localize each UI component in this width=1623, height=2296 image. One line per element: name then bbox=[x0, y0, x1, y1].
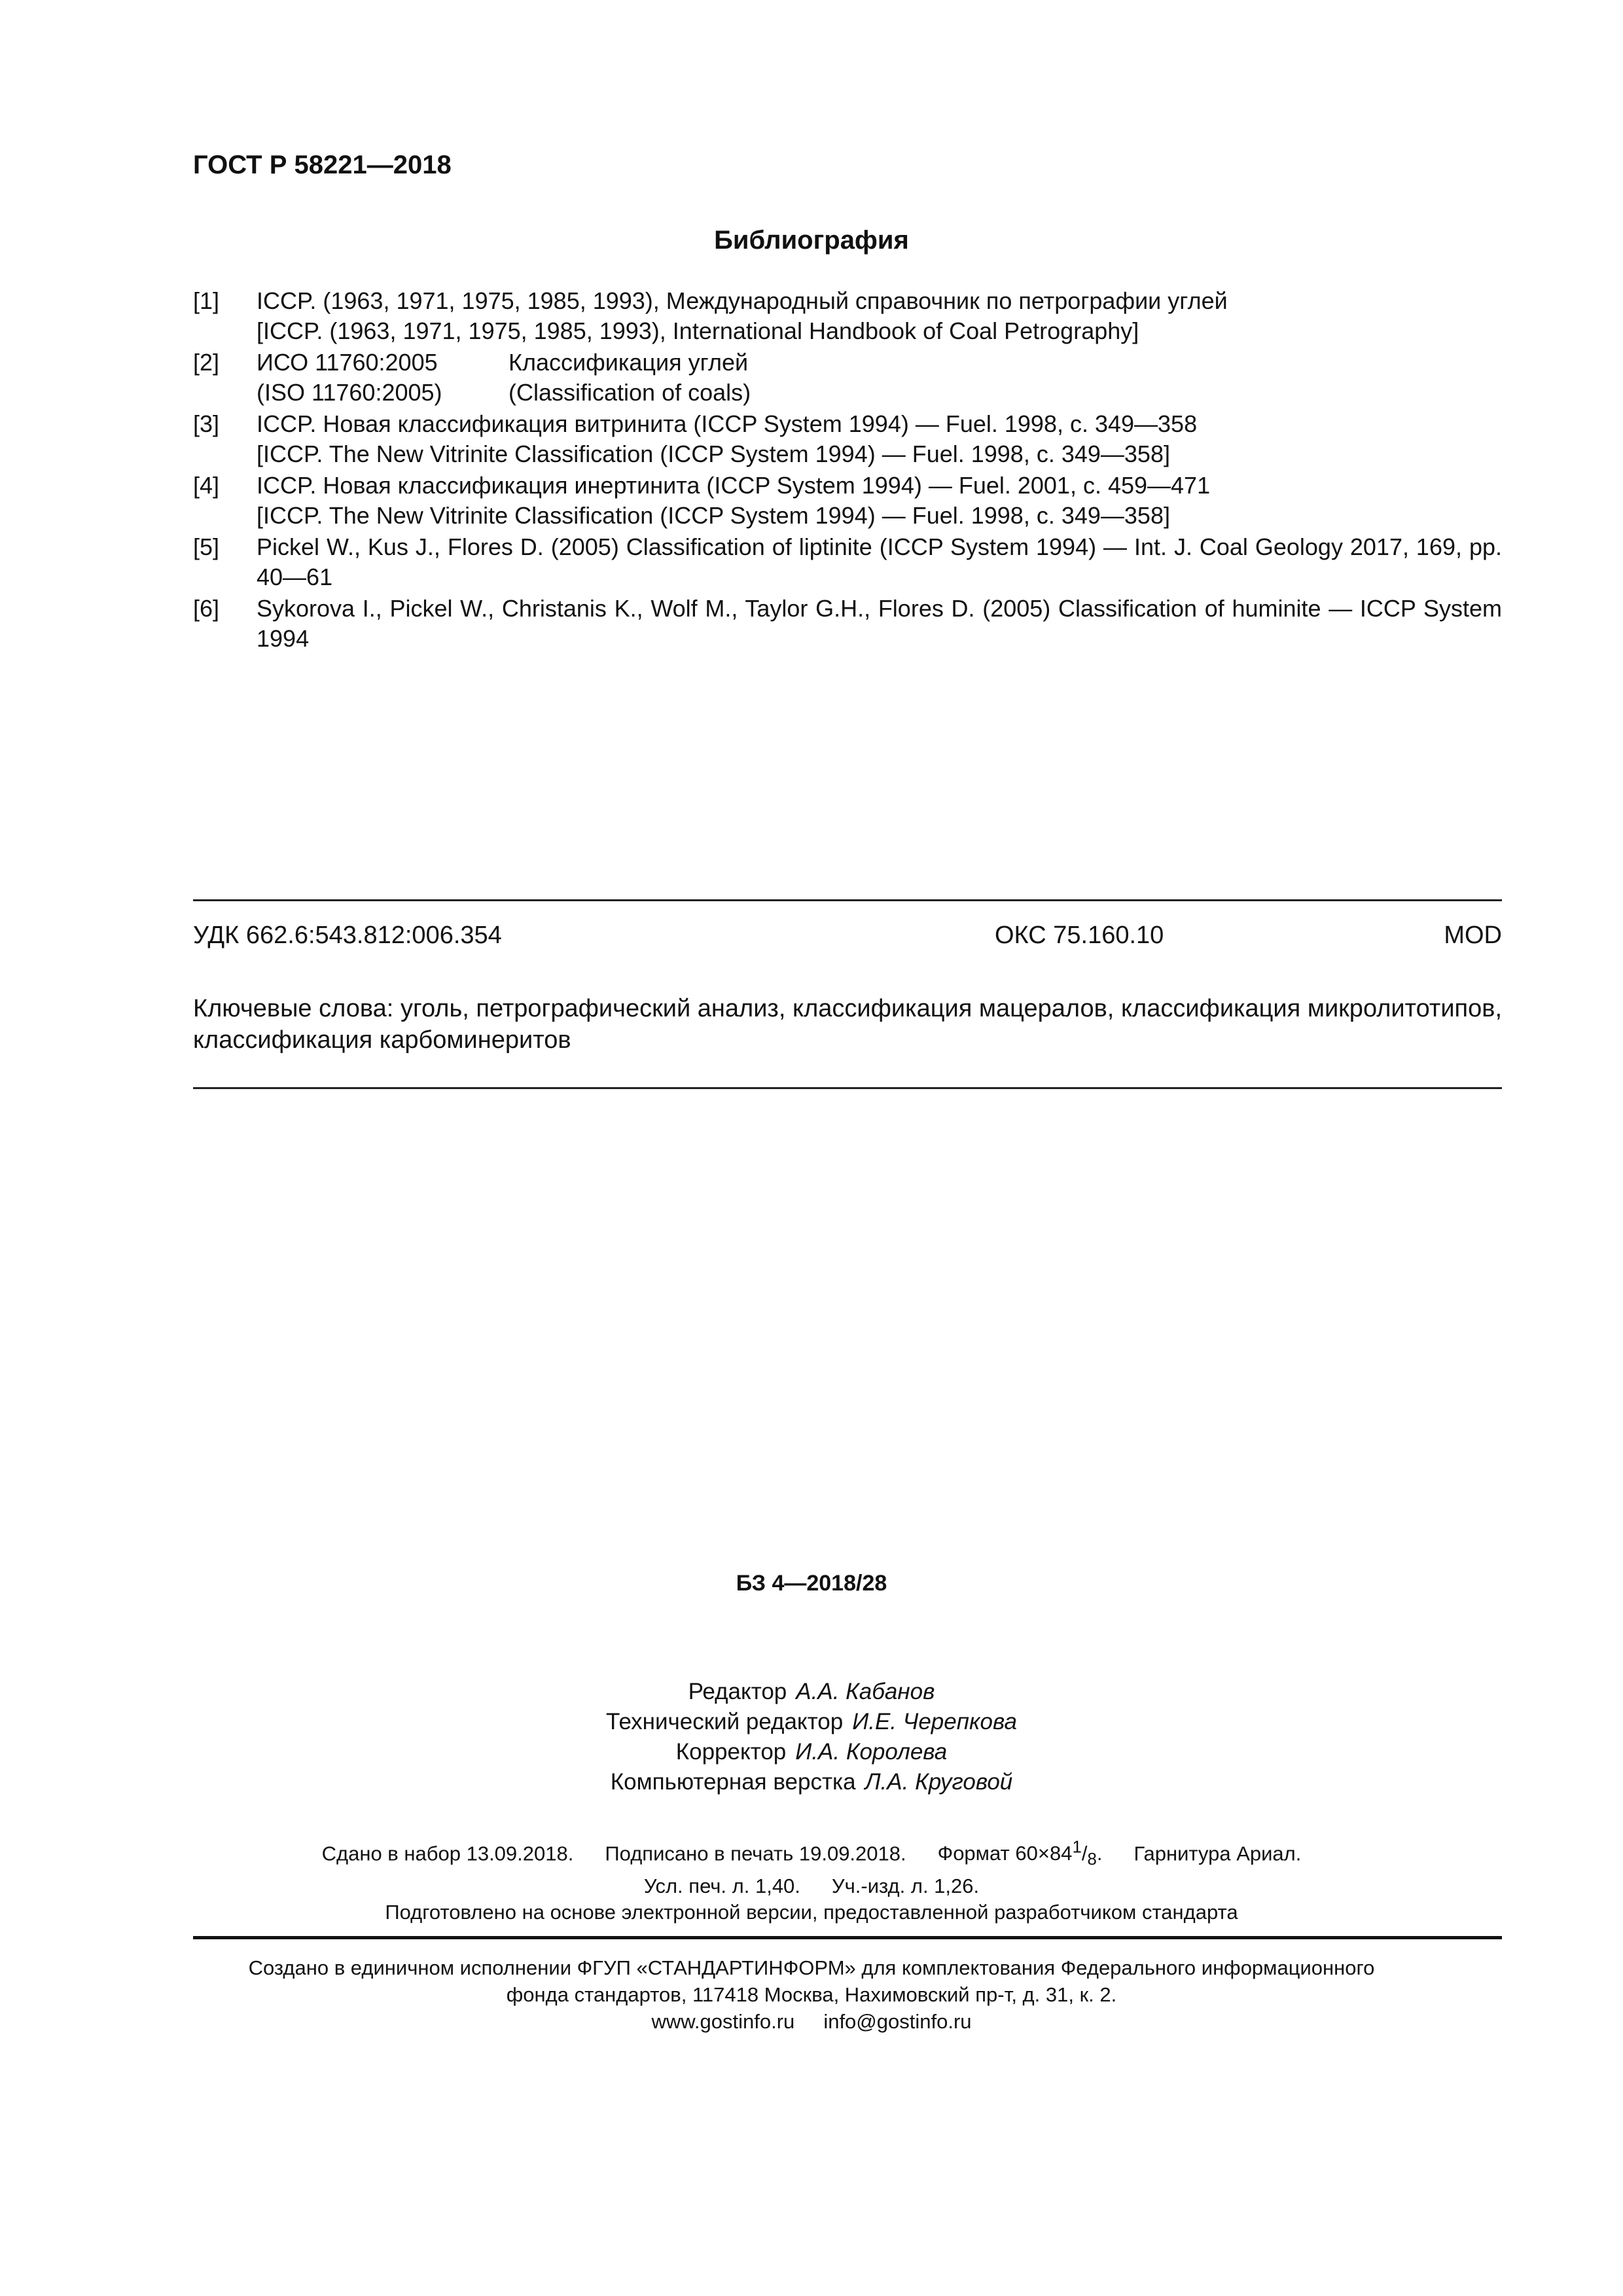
credit-line bbox=[0, 1767, 1623, 1797]
entry-number: [1] bbox=[193, 287, 220, 314]
credit-line bbox=[0, 1737, 1623, 1767]
entry-standard: (ISO 11760:2005) bbox=[257, 379, 442, 406]
imprint-line bbox=[0, 1873, 1623, 1899]
bibliography-entry bbox=[193, 471, 1502, 531]
credit-name: Л.А. Круговой bbox=[865, 1769, 1013, 1795]
bibliography-entry bbox=[193, 348, 1502, 408]
entry-title: Классификация углей bbox=[508, 349, 749, 376]
website-link[interactable]: www.gostinfo.ru bbox=[651, 2010, 795, 2033]
credit-name: И.А. Королева bbox=[795, 1739, 948, 1765]
footer bbox=[0, 1954, 1623, 2035]
entry-line: ICCP. Новая классификация витринита (ICCP System 1994) — Fuel. 1998, с. 349—358 bbox=[257, 410, 1198, 437]
bibliography-entry bbox=[193, 594, 1502, 654]
entry-line: [ICCP. The New Vitrinite Classification (ICCP System 1994) — Fuel. 1998, с. 349—358] bbox=[257, 502, 1170, 529]
oks-code: ОКС 75.160.10 bbox=[995, 922, 1164, 949]
entry-text: Pickel W., Kus J., Flores D. (2005) Classification of liptinite (ICCP System 1994) — Int. J. Coal Geology 2017, 169, pp. 40—61 bbox=[257, 533, 1502, 590]
bibliography-entry bbox=[193, 409, 1502, 469]
entry-line: [ICCP. (1963, 1971, 1975, 1985, 1993), International Handbook of Coal Petrography] bbox=[257, 317, 1139, 344]
entry-row bbox=[257, 348, 1502, 378]
entry-number: [2] bbox=[193, 349, 220, 376]
credit-role: Компьютерная верстка bbox=[610, 1769, 856, 1795]
prepared-note: Подготовлено на основе электронной версии, предоставленной разработчиком стандарта bbox=[385, 1900, 1238, 1924]
classification-codes bbox=[193, 922, 1502, 950]
bz-number: БЗ 4—2018/28 bbox=[736, 1571, 887, 1596]
bibliography-entry bbox=[193, 286, 1502, 346]
credit-line bbox=[0, 1707, 1623, 1737]
imprint bbox=[0, 1835, 1623, 1926]
email-link[interactable]: info@gostinfo.ru bbox=[823, 2010, 972, 2033]
bibliography-list bbox=[193, 286, 1502, 655]
credit-name: А.А. Кабанов bbox=[796, 1679, 935, 1704]
credit-role: Редактор bbox=[688, 1679, 787, 1704]
credit-role: Технический редактор bbox=[606, 1709, 844, 1734]
divider-top bbox=[193, 899, 1502, 901]
divider-bottom bbox=[193, 1087, 1502, 1089]
document-code: ГОСТ Р 58221—2018 bbox=[193, 151, 452, 179]
typeface: Гарнитура Ариал. bbox=[1133, 1842, 1302, 1865]
footer-line: фонда стандартов, 117418 Москва, Нахимовский пр-т, д. 31, к. 2. bbox=[506, 1983, 1117, 2006]
typeset-date: Сдано в набор 13.09.2018. bbox=[321, 1842, 574, 1865]
format: Формат $60\times 84^1/_8$. bbox=[937, 1839, 1103, 1869]
signed-date: Подписано в печать 19.09.2018. bbox=[605, 1842, 906, 1865]
credit-name: И.Е. Черепкова bbox=[852, 1709, 1017, 1734]
imprint-line bbox=[0, 1835, 1623, 1873]
divider-footer bbox=[193, 1936, 1502, 1939]
entry-number: [6] bbox=[193, 595, 220, 622]
entry-line: ICCP. (1963, 1971, 1975, 1985, 1993), Международный справочник по петрографии углей bbox=[257, 287, 1228, 314]
entry-number: [5] bbox=[193, 533, 220, 560]
credit-role: Корректор bbox=[675, 1739, 787, 1765]
credits bbox=[0, 1677, 1623, 1797]
bibliography-title: Библиография bbox=[714, 226, 909, 255]
keywords: Ключевые слова: уголь, петрографический анализ, классификация мацералов, классификация микролитотипов, классификация карбоминеритов bbox=[193, 995, 1502, 1054]
entry-line: [ICCP. The New Vitrinite Classification (ICCP System 1994) — Fuel. 1998, с. 349—358] bbox=[257, 440, 1170, 467]
print-sheets: Усл. печ. л. 1,40. bbox=[643, 1874, 800, 1897]
entry-number: [3] bbox=[193, 410, 220, 437]
mod-label: MOD bbox=[1444, 922, 1502, 949]
footer-contacts bbox=[0, 2008, 1623, 2035]
entry-text: Sykorova I., Pickel W., Christanis K., Wolf M., Taylor G.H., Flores D. (2005) Classification of huminite — ICCP System 1994 bbox=[257, 595, 1502, 652]
entry-line: ICCP. Новая классификация инертинита (ICCP System 1994) — Fuel. 2001, с. 459—471 bbox=[257, 472, 1211, 499]
footer-line: Создано в единичном исполнении ФГУП «СТАНДАРТИНФОРМ» для комплектования Федерального информационного bbox=[248, 1956, 1375, 1979]
entry-standard: ИСО 11760:2005 bbox=[257, 349, 438, 376]
credit-line bbox=[0, 1677, 1623, 1707]
edit-sheets: Уч.-изд. л. 1,26. bbox=[831, 1874, 980, 1897]
entry-row bbox=[257, 378, 1502, 408]
bibliography-entry bbox=[193, 532, 1502, 592]
entry-title: (Classification of coals) bbox=[508, 379, 751, 406]
udk-code: УДК 662.6:543.812:006.354 bbox=[193, 922, 502, 949]
entry-number: [4] bbox=[193, 472, 220, 499]
